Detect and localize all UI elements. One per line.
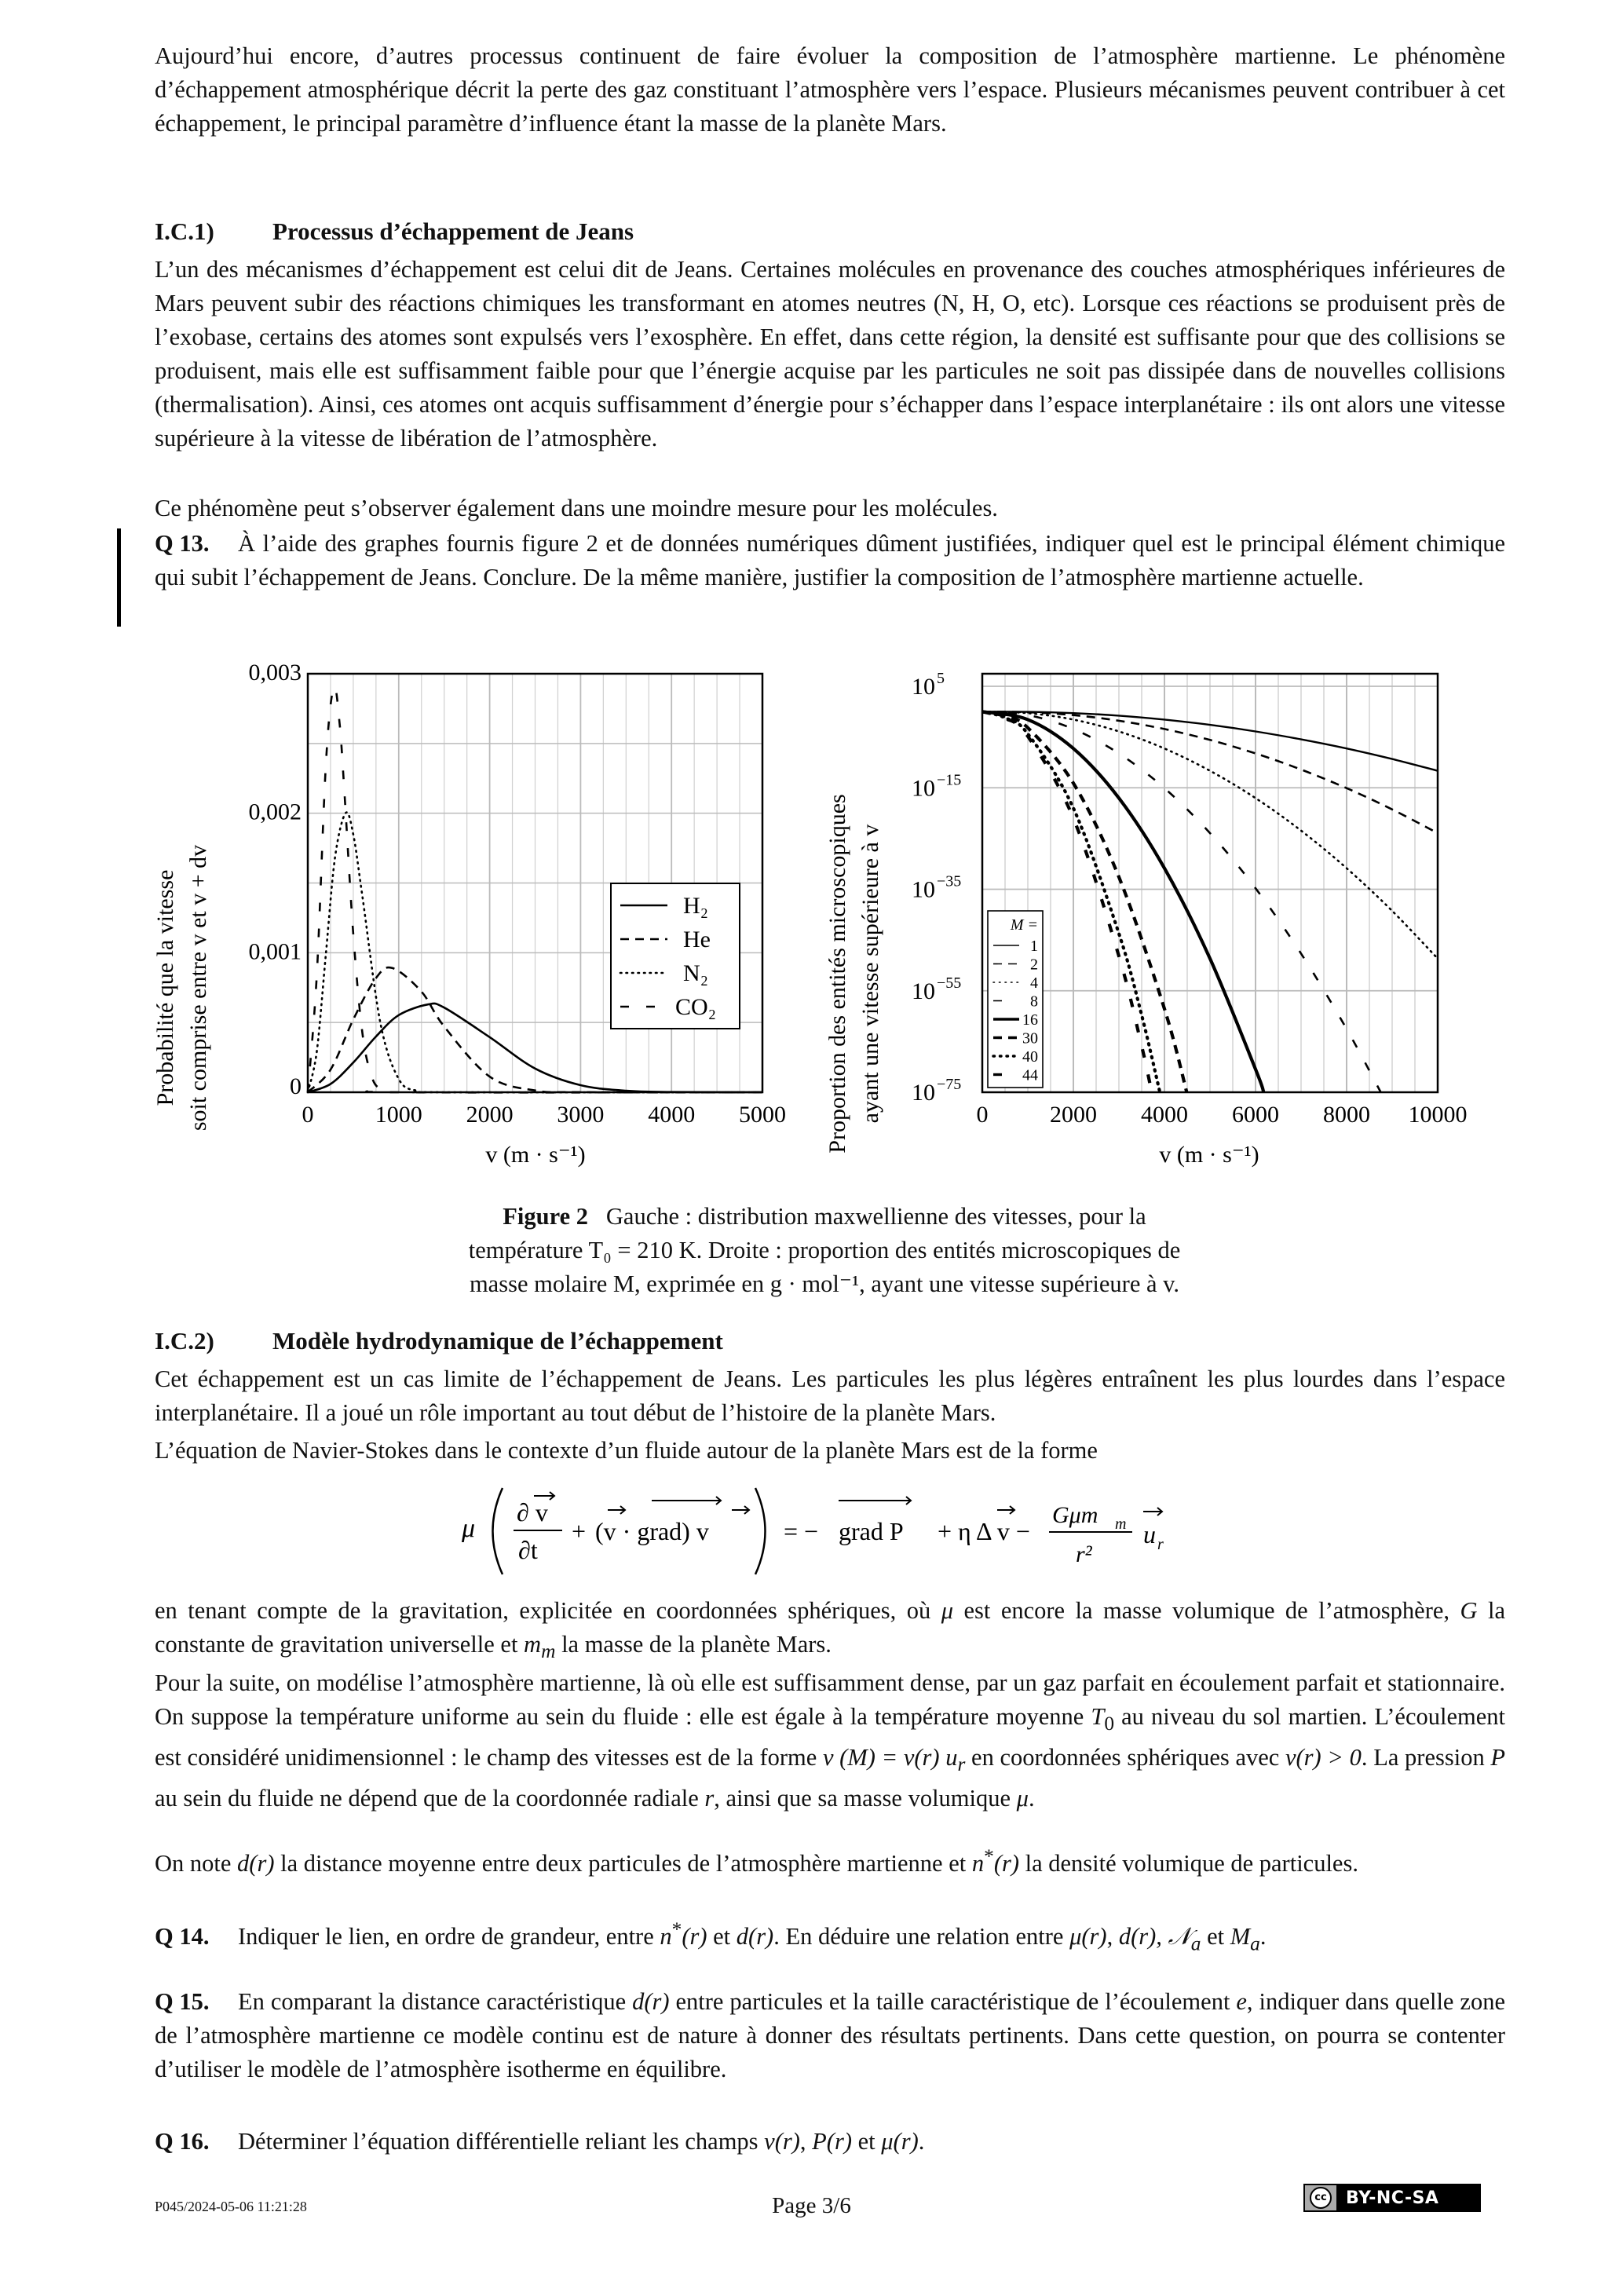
navier-stokes-equation: [455, 1480, 1209, 1582]
x-tick-label: 4000: [1141, 1102, 1188, 1128]
cc-icon: [1305, 2185, 1336, 2210]
cc-icon-text: cc: [1310, 2187, 1332, 2209]
math: d(r): [736, 1923, 774, 1951]
section-heading-ic2: [155, 1327, 723, 1355]
question-13: [155, 527, 1505, 594]
document-id: P045/2024-05-06 11:21:28: [155, 2199, 307, 2214]
math: M: [1230, 1923, 1251, 1951]
x-tick-label: 0: [302, 1102, 314, 1128]
x-tick-label: 3000: [557, 1102, 605, 1128]
eq-viscous: + η Δ v −: [938, 1517, 1030, 1545]
math: m: [541, 1640, 556, 1663]
legend-label: 8: [1030, 993, 1038, 1011]
x-axis-label: v (m · s⁻¹): [485, 1142, 586, 1168]
y-tick-label: 10: [912, 1080, 935, 1106]
question-15: [155, 1985, 1505, 2086]
text: est encore la masse volumique de l’atmosphère,: [953, 1597, 1460, 1624]
jeans-paragraph: L’un des mécanismes d’échappement est celui dit de Jeans. Certaines molécules en provenance des couches atmosphériques inférieures de Mars peuvent subir des réactions chimiques les transformant en atomes neutres (N, H, O, etc). Lorsque ces réactions se produisent près de l’exobase, certains des atomes sont expulsés vers l’exosphère. En effet, dans cette région, la densité est suffisante pour que des collisions se produisent, mais elle est suffisamment faible pour que l’énergie acquise par les particules ne soit pas dissipée dans de nouvelles collisions (thermalisation). Ainsi, ces atomes ont acquis suffisamment d’énergie pour s’échapper dans l’espace interplanétaire : ils ont alors une vitesse supérieure à la vitesse de libération de l’atmosphère.: [155, 256, 1505, 452]
y-tick-label: 10: [912, 978, 935, 1004]
eq-ur: u: [1143, 1520, 1156, 1548]
text: On note: [155, 1850, 238, 1877]
math: *: [984, 1845, 994, 1867]
math: v(r): [764, 2128, 800, 2155]
math: P: [1490, 1744, 1506, 1771]
math: T: [1091, 1703, 1105, 1730]
math: e: [1236, 1988, 1247, 2015]
license-badge[interactable]: [1303, 2184, 1481, 2212]
math: P(r): [812, 2128, 852, 2155]
legend-label: H₂: [683, 893, 709, 919]
y-tick-label: 0,003: [248, 660, 302, 686]
eq-ur-sub: r: [1157, 1536, 1164, 1553]
question-label: Q 13.: [155, 530, 210, 557]
legend-label: 1: [1030, 938, 1038, 955]
question-text: Indiquer le lien, en ordre de grandeur, entre: [238, 1923, 660, 1951]
caption-label: Figure 2: [503, 1203, 589, 1230]
math: μ(r): [1069, 1923, 1107, 1951]
question-text: Déterminer l’équation différentielle reliant les champs: [238, 2128, 765, 2155]
x-axis-label: v (m · s⁻¹): [1159, 1142, 1259, 1168]
question-label: Q 15.: [155, 1988, 210, 2015]
math: n: [971, 1850, 985, 1877]
legend-label: 44: [1022, 1066, 1038, 1084]
caption-line-3: masse molaire M, exprimée en g · mol⁻¹, ayant une vitesse supérieure à v.: [469, 1270, 1180, 1297]
section-number: I.C.1): [155, 218, 214, 245]
x-tick-label: 4000: [648, 1102, 696, 1128]
text: ,: [799, 2128, 813, 2155]
intro-paragraph: Aujourd’hui encore, d’autres processus continuent de faire évoluer la composition de l’atmosphère martienne. Le phénomène d’échappement atmosphérique décrit la perte des gaz constituant l’atmosphère vers l’espace. Plusieurs mécanismes peuvent contribuer à cet échappement, le principal paramètre d’influence étant la masse de la planète Mars.: [155, 42, 1505, 137]
y-axis-label-line1: Proportion des entités microscopiques: [824, 794, 850, 1153]
text: ,: [1106, 1923, 1119, 1951]
question-16: [155, 2125, 1505, 2159]
math: a: [1190, 1932, 1201, 1955]
question-text: et: [1201, 1923, 1230, 1951]
x-tick-label: 5000: [739, 1102, 786, 1128]
eq-convective: (v · grad) v: [595, 1517, 709, 1545]
y-axis-label-line1: Probabilité que la vitesse: [152, 869, 178, 1106]
question-label: Q 14.: [155, 1923, 210, 1951]
eq-plus: +: [572, 1517, 587, 1545]
text: la constante de gravitation universelle et: [155, 1597, 1505, 1658]
math: v(r) > 0: [1285, 1744, 1362, 1771]
question-text: À l’aide des graphes fournis figure 2 et de données numériques dûment justifiées, indiquer quel est le principal élément chimique qui subit l’échappement de Jeans. Conclure. De la même manière, justifier la composition de l’atmosphère martienne actuelle.: [155, 530, 1505, 590]
section-heading-ic1: [155, 218, 634, 246]
revision-bar: [117, 528, 121, 627]
y-tick-label: 10: [912, 775, 935, 802]
y-tick-label: 0: [290, 1073, 302, 1099]
question-text: et: [707, 1923, 737, 1951]
caption-line-1: Gauche : distribution maxwellienne des vitesses, pour la: [605, 1203, 1146, 1230]
text: au sein du fluide ne dépend que de la coordonnée radiale: [155, 1785, 705, 1812]
text: .: [1259, 1923, 1267, 1951]
text: la densité volumique de particules.: [1019, 1850, 1358, 1877]
y-tick-exponent: −35: [937, 872, 962, 890]
section-number: I.C.2): [155, 1327, 214, 1355]
text: . La pression: [1361, 1744, 1491, 1771]
y-tick-exponent: −55: [937, 974, 962, 992]
legend-label: CO₂: [675, 994, 717, 1020]
math: μ(r): [881, 2128, 919, 2155]
question-text: En comparant la distance caractéristique: [238, 1988, 633, 2015]
math: μ: [941, 1597, 954, 1624]
grid: [982, 674, 1438, 1092]
eq-equals: = −: [784, 1517, 819, 1545]
eq-grav-sub: m: [1115, 1515, 1127, 1533]
eq-right-paren: [755, 1488, 766, 1574]
figure-caption: [330, 1200, 1319, 1301]
math: (r): [682, 1923, 707, 1951]
vector-arrow-icon: [1143, 1508, 1162, 1515]
math: *: [671, 1918, 682, 1940]
vector-arrow-icon: [608, 1497, 749, 1514]
legend-label: 30: [1022, 1029, 1038, 1047]
y-axis-label-line2: soit comprise entre v et v + dv: [185, 844, 211, 1132]
question-text: , indiquer dans quelle zone de l’atmosphère martienne ce modèle continu est de nature à donner des résultats pertinents. Dans cette question, on pourra se contenter d’utiliser le modèle de l’atmosphère isotherme en équilibre.: [155, 1988, 1505, 2082]
y-tick-exponent: 5: [937, 670, 945, 687]
eq-mu: μ: [462, 1514, 476, 1543]
x-tick-label: 0: [976, 1102, 989, 1128]
license-label: BY-NC-SA: [1346, 2188, 1439, 2208]
math: r: [704, 1785, 715, 1812]
question-text: et: [851, 2128, 882, 2155]
question-text: entre particules et la taille caractéristique de l’écoulement: [669, 1988, 1237, 2015]
math: v (M) = v(r) u: [822, 1744, 958, 1771]
math: n: [660, 1923, 672, 1951]
eq-dv: ∂ v: [517, 1498, 548, 1526]
model-paragraph: Pour la suite, on modélise l’atmosphère martienne, là où elle est suffisamment dense, par un gaz parfait en écoulement parfait et stationnaire. On suppose la température uniforme au sein du fluide : elle est égale à la température moyenne $T_0$ au niveau du sol martien. L’écoulement est considéré unidimensionnel : le champ des vitesses est de la forme v (M) = v(r) $u_r$ en coordonnées sphériques avec v(r) > 0. La pression P au sein du fluide ne dépend que de la coordonnée radiale r, ainsi que sa masse volumique μ.: [155, 1669, 1506, 1812]
text: Pour la suite, on modélise l’atmosphère martienne, là où elle est suffisamment dense, par un gaz parfait en écoulement parfait et stationnaire. On suppose la température uniforme au sein du fluide : elle est égale à la température moyenne: [155, 1669, 1505, 1730]
section-title: Processus d’échappement de Jeans: [272, 218, 634, 245]
x-tick-label: 6000: [1232, 1102, 1279, 1128]
eq-left-paren: [493, 1488, 503, 1574]
math: 𝒩: [1168, 1923, 1191, 1951]
math: G: [1460, 1597, 1478, 1624]
y-tick-exponent: −75: [937, 1076, 962, 1093]
text: la distance moyenne entre deux particules de l’atmosphère martienne et: [274, 1850, 972, 1877]
y-tick-label: 10: [912, 674, 935, 700]
text: au niveau du sol martien. L’écoulement est considéré unidimensionnel : le champ des vitesses est de la forme: [155, 1703, 1505, 1771]
section-title: Modèle hydrodynamique de l’échappement: [272, 1327, 723, 1355]
legend-label: N₂: [683, 960, 709, 986]
hydro-paragraph: Cet échappement est un cas limite de l’échappement de Jeans. Les particules les plus légères entraînent les plus lourdes dans l’espace interplanétaire. Il a joué un rôle important au tout début de l’histoire de la planète Mars.: [155, 1366, 1505, 1426]
eq-grad-p: grad P: [839, 1517, 904, 1545]
legend-title: M =: [1010, 916, 1038, 934]
vector-arrow-icon: [839, 1497, 911, 1504]
question-text: . En déduire une relation entre: [773, 1923, 1070, 1951]
x-tick-label: 1000: [375, 1102, 422, 1128]
legend-label: He: [683, 927, 711, 952]
text: , ainsi que sa masse volumique: [714, 1785, 1017, 1812]
caption-line-2: température T₀ = 210 K. Droite : proportion des entités microscopiques de: [468, 1237, 1181, 1263]
eq-grav-denominator: r²: [1076, 1541, 1092, 1567]
math: a: [1250, 1932, 1260, 1955]
x-tick-label: 2000: [1050, 1102, 1097, 1128]
molecules-paragraph: Ce phénomène peut s’observer également dans une moindre mesure pour les molécules.: [155, 495, 998, 521]
math: d(r): [632, 1988, 670, 2015]
y-axis-label-line2: ayant une vitesse supérieure à v: [857, 824, 883, 1124]
math: d(r),: [1118, 1923, 1162, 1951]
page-number: Page 3/6: [772, 2193, 851, 2218]
eq-dt: ∂t: [518, 1536, 538, 1564]
math: d(r): [237, 1850, 275, 1877]
legend-label: 40: [1022, 1048, 1038, 1066]
legend: [611, 883, 740, 1029]
text: .: [918, 2128, 925, 2155]
text: en coordonnées sphériques avec: [965, 1744, 1285, 1771]
y-tick-label: 0,001: [248, 938, 302, 965]
x-tick-label: 2000: [466, 1102, 514, 1128]
math: μ: [1016, 1785, 1029, 1812]
y-tick-label: 0,002: [248, 799, 302, 825]
text: en tenant compte de la gravitation, explicitée en coordonnées sphériques, où: [155, 1597, 941, 1624]
notation-paragraph: [155, 1840, 1505, 1881]
x-tick-label: 10000: [1408, 1102, 1468, 1128]
y-tick-exponent: −15: [937, 771, 962, 789]
x-tick-label: 8000: [1323, 1102, 1370, 1128]
math: (r): [993, 1850, 1019, 1877]
escape-proportion-chart: [817, 652, 1531, 1170]
maxwell-distribution-chart: [141, 652, 817, 1170]
navier-intro-paragraph: L’équation de Navier-Stokes dans le contexte d’un fluide autour de la planète Mars est de la forme: [155, 1437, 1098, 1464]
legend-label: 4: [1030, 974, 1038, 992]
vector-arrow-icon: [997, 1506, 1014, 1514]
legend-label: 16: [1022, 1011, 1038, 1029]
after-equation-paragraph: [155, 1594, 1505, 1669]
question-label: Q 16.: [155, 2128, 210, 2155]
legend-label: 2: [1030, 956, 1038, 974]
text: la masse de la planète Mars.: [555, 1631, 832, 1658]
math: 0: [1104, 1713, 1115, 1735]
legend: [988, 911, 1043, 1088]
math: r: [957, 1753, 966, 1776]
question-14: [155, 1913, 1505, 1961]
eq-grav-numerator: Gμm: [1052, 1502, 1098, 1528]
math: m: [524, 1631, 542, 1658]
y-tick-label: 10: [912, 876, 935, 903]
